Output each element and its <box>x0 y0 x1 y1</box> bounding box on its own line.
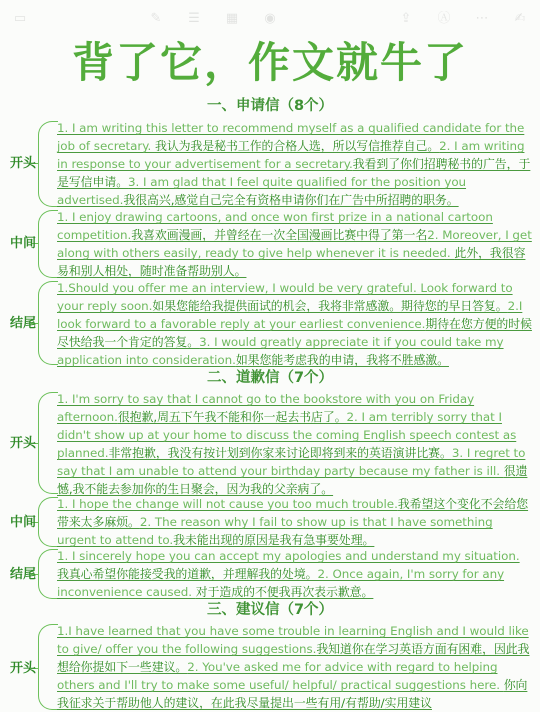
english-sentence: 1. I sincerely hope you can accept my apologies and understand my situation. <box>57 549 520 563</box>
group-text <box>57 495 532 549</box>
english-sentence: 1.I have learned that you have some trouble in learning English and I would like to give/ offer you the following suggestions. <box>57 624 529 656</box>
brace <box>38 210 58 278</box>
english-sentence: 3. I would greatly appreciate it if you could take my application into consideration. <box>57 335 504 367</box>
chinese-translation: 此外，我很容易和别人相处，随时准备帮助别人。 <box>57 246 526 278</box>
english-sentence: 3. I am glad that I feel quite qualified for the position you advertised. <box>57 175 467 207</box>
group-label: 结尾 <box>10 316 37 331</box>
group-label: 开头 <box>10 661 37 676</box>
list-icon[interactable]: ☰ <box>188 11 200 26</box>
chinese-translation: 很遗憾,我不能去参加你的生日聚会，因为我的父亲病了。 <box>57 464 528 496</box>
chinese-translation: 如果您能给我提供面试的机会，我将非常感激。期待您的早日答复。 <box>152 299 508 313</box>
english-sentence: 1. I hope the change will not cause you too much trouble. <box>57 497 398 511</box>
group-label: 结尾 <box>10 567 37 582</box>
marker-icon[interactable]: Ⓐ <box>437 11 451 26</box>
english-sentence: 2. I am writing in response to your advertisement for a secretary. <box>57 139 525 171</box>
more-icon[interactable]: ⋯ <box>475 11 489 26</box>
camera-icon[interactable]: ◉ <box>264 11 276 26</box>
english-sentence: 2. I am terribly sorry that I didn't show up at your home to discuss the coming English speech contest as planned. <box>57 410 517 460</box>
brace <box>38 281 58 365</box>
english-sentence: 2. The reason why I fail to show up is that I have something urgent to attend to. <box>57 515 493 547</box>
group-label: 中间 <box>10 515 37 530</box>
group-text <box>57 390 532 498</box>
chinese-translation: 我真心希望你能接受我的道歉，并理解我的处境。 <box>57 567 318 581</box>
brace <box>38 121 58 207</box>
chinese-translation: 我很高兴,感觉自己完全有资格申请你们在广告中所招聘的职务。 <box>123 193 459 207</box>
chinese-translation: 你向我征求关于帮助他人的建议，在此我尽量提出一些有用/有帮助/实用建议 <box>57 678 528 710</box>
chinese-translation: 期待在您方便的时候尽快给我一个肯定的答复。 <box>57 317 532 349</box>
group-label: 开头 <box>10 436 37 451</box>
sidebar-icon[interactable]: ▭ <box>13 11 27 26</box>
chinese-translation: 我希望这个变化不会给您带来太多麻烦。 <box>57 497 529 529</box>
group-text <box>57 208 532 280</box>
brace <box>38 392 58 494</box>
english-sentence: 1. I enjoy drawing cartoons, and once won first prize in a national cartoon competition. <box>57 210 493 242</box>
share-icon[interactable]: ⇪ <box>400 11 412 26</box>
group-label: 开头 <box>10 156 37 171</box>
chinese-translation: 我未能出现的原因是我有急事要处理。 <box>173 533 375 547</box>
chinese-translation: 我看到了你们招聘秘书的广告，于是写信申请。 <box>57 157 531 189</box>
group-text <box>57 622 532 712</box>
table-icon[interactable]: ▦ <box>225 11 239 26</box>
english-sentence: 1. I am writing this letter to recommend myself as a qualified candidate for the job of secretary. <box>57 121 525 153</box>
english-sentence: 2. Once again, I'm sorry for any inconvenience caused. <box>57 567 505 599</box>
brace <box>38 549 58 599</box>
group-text <box>57 119 532 209</box>
brace <box>38 624 58 710</box>
page-title: 背了它，作文就牛了 <box>71 38 468 87</box>
group-text <box>57 279 532 369</box>
section-heading: 三、建议信（7个） <box>206 602 334 618</box>
chinese-translation: 如果您能考虑我的申请，我将不胜感激。 <box>235 353 449 367</box>
english-sentence: 3. I regret to say that I am unable to attend your birthday party because my father is ill. <box>57 446 526 478</box>
english-sentence: 1. I'm sorry to say that I cannot go to the bookstore with you on Friday afternoon. <box>57 392 475 424</box>
section-heading: 二、道歉信（7个） <box>206 370 334 386</box>
chinese-translation: 我知道你在学习英语方面有困难，因此我想给你提如下一些建议。 <box>57 642 530 674</box>
english-sentence: 2. You've asked me for advice with regard to helping others and I'll try to make some useful/ helpful/ practical suggestions here. <box>57 660 504 692</box>
brace <box>38 497 58 547</box>
chinese-translation: 非常抱歉，我没有按计划到你家来讨论即将到来的英语演讲比赛。 <box>108 446 452 460</box>
english-sentence: 2. Moreover, I get along with others easily, ready to give help whenever it is needed. <box>57 228 532 260</box>
pen-icon[interactable]: ✎ <box>150 11 162 26</box>
english-sentence: 2.I look forward to a favorable reply at your earliest convenience. <box>57 299 523 331</box>
chinese-translation: 我认为我是秘书工作的合格人选，所以写信推荐自己。 <box>154 139 440 153</box>
chinese-translation: 我喜欢画漫画，并曾经在一次全国漫画比赛中得了第一名 <box>131 228 428 242</box>
chinese-translation: 很抱歉,周五下午我不能和你一起去书店了。 <box>117 410 347 424</box>
chinese-translation: 对于造成的不便我再次表示歉意。 <box>195 585 374 599</box>
group-label: 中间 <box>10 236 37 251</box>
section-heading: 一、申请信（8个） <box>206 98 334 114</box>
english-sentence: 1.Should you offer me an interview, I would be very grateful. Look forward to your reply soon. <box>57 281 513 313</box>
compose-icon[interactable]: ✍ <box>514 11 526 26</box>
group-text <box>57 547 532 601</box>
